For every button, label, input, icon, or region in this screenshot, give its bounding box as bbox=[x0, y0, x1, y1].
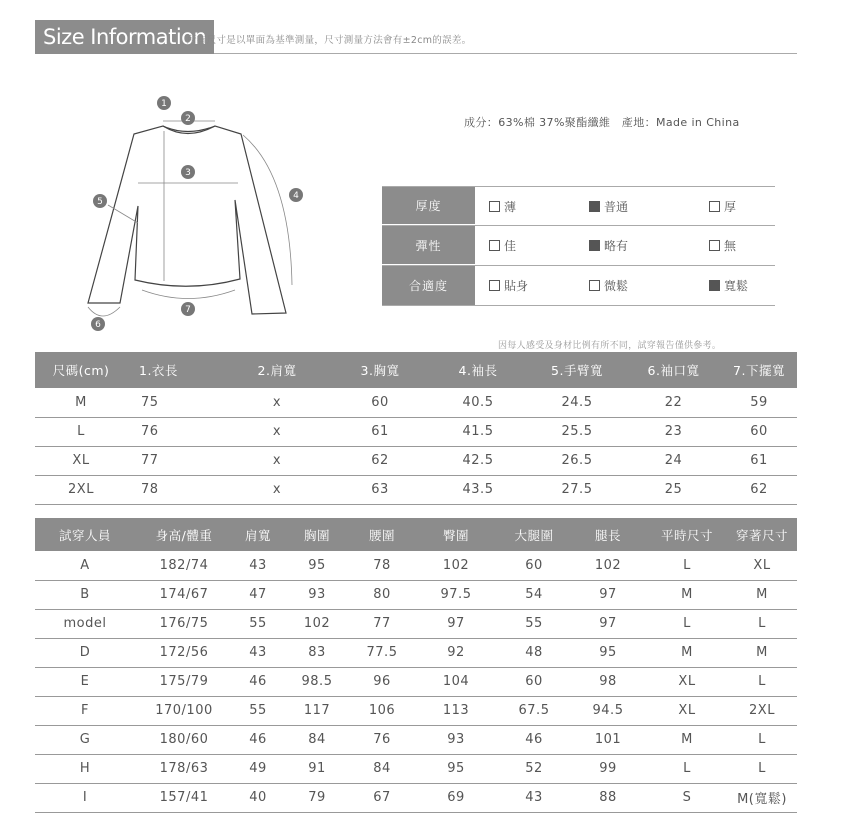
table-cell: 52 bbox=[499, 754, 569, 783]
checkbox-empty-icon bbox=[589, 280, 600, 291]
table-cell: 175/79 bbox=[135, 667, 233, 696]
try-col-header: 大腿圍 bbox=[499, 518, 569, 551]
table-cell: 67.5 bbox=[499, 696, 569, 725]
table-cell: 55 bbox=[233, 609, 283, 638]
table-cell: L bbox=[647, 609, 727, 638]
table-cell: XL bbox=[35, 446, 127, 475]
marker-5 bbox=[93, 194, 107, 208]
try-col-header: 肩寬 bbox=[233, 518, 283, 551]
marker-6 bbox=[91, 317, 105, 331]
table-cell: L bbox=[727, 667, 797, 696]
table-cell: x bbox=[222, 475, 332, 504]
attr-label: 合適度 bbox=[382, 266, 475, 305]
table-row bbox=[35, 725, 797, 754]
size-table bbox=[35, 352, 797, 505]
table-row bbox=[35, 783, 797, 812]
size-col-header: 7.下擺寬 bbox=[721, 352, 797, 388]
table-cell: 97 bbox=[413, 609, 499, 638]
table-cell: L bbox=[647, 754, 727, 783]
table-cell: 76 bbox=[127, 417, 222, 446]
table-cell: 60 bbox=[721, 417, 797, 446]
checkbox-filled-icon bbox=[589, 201, 600, 212]
table-cell: H bbox=[35, 754, 135, 783]
table-cell: 78 bbox=[127, 475, 222, 504]
table-cell: 178/63 bbox=[135, 754, 233, 783]
marker-3 bbox=[181, 165, 195, 179]
fit-disclaimer: 因每人感受及身材比例有所不同，試穿報告僅供參考。 bbox=[498, 341, 722, 351]
table-cell: 24 bbox=[626, 446, 721, 475]
svg-text:2: 2 bbox=[185, 114, 191, 124]
composition-origin: 成分：63%棉 37%聚酯纖維 產地：Made in China bbox=[464, 116, 740, 129]
table-cell: model bbox=[35, 609, 135, 638]
try-col-header: 平時尺寸 bbox=[647, 518, 727, 551]
try-col-header: 胸圍 bbox=[283, 518, 351, 551]
table-cell: 93 bbox=[413, 725, 499, 754]
table-cell: 62 bbox=[721, 475, 797, 504]
table-cell: L bbox=[35, 417, 127, 446]
table-cell: 60 bbox=[499, 667, 569, 696]
try-col-header: 腰圍 bbox=[351, 518, 413, 551]
table-cell: 42.5 bbox=[428, 446, 528, 475]
table-cell: 77 bbox=[351, 609, 413, 638]
table-cell: 102 bbox=[283, 609, 351, 638]
table-cell: 46 bbox=[233, 667, 283, 696]
checkbox-empty-icon bbox=[709, 240, 720, 251]
attr-row-fit bbox=[382, 266, 775, 306]
checkbox-empty-icon bbox=[489, 201, 500, 212]
table-cell: M bbox=[647, 725, 727, 754]
attr-option: 貼身 bbox=[489, 266, 589, 305]
table-cell: 54 bbox=[499, 580, 569, 609]
checkbox-empty-icon bbox=[489, 280, 500, 291]
size-col-header: 4.袖長 bbox=[428, 352, 528, 388]
table-cell: 40.5 bbox=[428, 388, 528, 417]
table-cell: 43 bbox=[233, 638, 283, 667]
svg-text:4: 4 bbox=[293, 191, 299, 201]
table-cell: L bbox=[647, 551, 727, 580]
checkbox-empty-icon bbox=[709, 201, 720, 212]
table-cell: 47 bbox=[233, 580, 283, 609]
table-row bbox=[35, 446, 797, 475]
attr-row-thickness bbox=[382, 186, 775, 226]
table-cell: 27.5 bbox=[528, 475, 626, 504]
table-cell: 22 bbox=[626, 388, 721, 417]
table-cell: 88 bbox=[569, 783, 647, 812]
table-cell: A bbox=[35, 551, 135, 580]
table-cell: XL bbox=[727, 551, 797, 580]
table-cell: 77 bbox=[127, 446, 222, 475]
table-cell: x bbox=[222, 446, 332, 475]
garment-diagram bbox=[80, 85, 330, 345]
table-row bbox=[35, 696, 797, 725]
table-cell: M bbox=[647, 638, 727, 667]
table-cell: 182/74 bbox=[135, 551, 233, 580]
table-row bbox=[35, 475, 797, 504]
table-cell: 26.5 bbox=[528, 446, 626, 475]
section-title: Size Information bbox=[35, 20, 214, 54]
table-cell: M bbox=[727, 638, 797, 667]
table-cell: L bbox=[727, 609, 797, 638]
table-cell: 77.5 bbox=[351, 638, 413, 667]
table-cell: 97 bbox=[569, 609, 647, 638]
table-cell: 180/60 bbox=[135, 725, 233, 754]
attr-row-elasticity bbox=[382, 226, 775, 266]
try-col-header: 試穿人員 bbox=[35, 518, 135, 551]
table-row bbox=[35, 754, 797, 783]
table-cell: 104 bbox=[413, 667, 499, 696]
svg-text:1: 1 bbox=[161, 99, 167, 109]
attr-label: 彈性 bbox=[382, 226, 475, 265]
table-cell: B bbox=[35, 580, 135, 609]
marker-4 bbox=[289, 188, 303, 202]
size-col-header: 2.肩寬 bbox=[222, 352, 332, 388]
svg-text:5: 5 bbox=[97, 197, 103, 207]
table-cell: 157/41 bbox=[135, 783, 233, 812]
table-cell: 113 bbox=[413, 696, 499, 725]
size-info-header bbox=[35, 20, 797, 54]
table-cell: 91 bbox=[283, 754, 351, 783]
table-cell: 172/56 bbox=[135, 638, 233, 667]
table-cell: 61 bbox=[721, 446, 797, 475]
table-cell: 55 bbox=[233, 696, 283, 725]
table-cell: 84 bbox=[283, 725, 351, 754]
table-cell: D bbox=[35, 638, 135, 667]
measurement-note: 所有尺寸是以單面為基準測量，尺寸測量方法會有±2cm的誤差。 bbox=[187, 35, 472, 46]
attr-option: 佳 bbox=[489, 226, 589, 265]
table-cell: 99 bbox=[569, 754, 647, 783]
checkbox-filled-icon bbox=[589, 240, 600, 251]
table-cell: 76 bbox=[351, 725, 413, 754]
size-col-header: 1.衣長 bbox=[127, 352, 222, 388]
table-cell: 176/75 bbox=[135, 609, 233, 638]
table-cell: 83 bbox=[283, 638, 351, 667]
try-table-header bbox=[35, 518, 797, 551]
attr-option: 厚 bbox=[709, 187, 736, 225]
table-cell: 174/67 bbox=[135, 580, 233, 609]
try-col-header: 臀圍 bbox=[413, 518, 499, 551]
table-row bbox=[35, 417, 797, 446]
size-col-header: 5.手臂寬 bbox=[528, 352, 626, 388]
table-cell: 95 bbox=[283, 551, 351, 580]
table-cell: E bbox=[35, 667, 135, 696]
table-cell: 25.5 bbox=[528, 417, 626, 446]
size-col-header: 6.袖口寬 bbox=[626, 352, 721, 388]
table-cell: F bbox=[35, 696, 135, 725]
table-cell: 63 bbox=[332, 475, 428, 504]
table-cell: L bbox=[727, 754, 797, 783]
table-cell: 2XL bbox=[35, 475, 127, 504]
table-cell: 61 bbox=[332, 417, 428, 446]
table-cell: 102 bbox=[569, 551, 647, 580]
table-row bbox=[35, 667, 797, 696]
table-cell: 95 bbox=[569, 638, 647, 667]
size-col-header: 尺碼(cm) bbox=[35, 352, 127, 388]
table-cell: 60 bbox=[332, 388, 428, 417]
table-cell: 69 bbox=[413, 783, 499, 812]
marker-1 bbox=[157, 96, 171, 110]
table-cell: 98.5 bbox=[283, 667, 351, 696]
marker-7 bbox=[181, 302, 195, 316]
table-row bbox=[35, 388, 797, 417]
table-cell: x bbox=[222, 417, 332, 446]
table-cell: x bbox=[222, 388, 332, 417]
table-cell: 2XL bbox=[727, 696, 797, 725]
table-cell: 106 bbox=[351, 696, 413, 725]
table-cell: 55 bbox=[499, 609, 569, 638]
checkbox-filled-icon bbox=[709, 280, 720, 291]
try-col-header: 穿著尺寸 bbox=[727, 518, 797, 551]
attr-label: 厚度 bbox=[382, 187, 475, 225]
table-cell: 101 bbox=[569, 725, 647, 754]
table-cell: 92 bbox=[413, 638, 499, 667]
table-cell: 67 bbox=[351, 783, 413, 812]
table-cell: M bbox=[35, 388, 127, 417]
attr-option: 寬鬆 bbox=[709, 266, 748, 305]
table-cell: 93 bbox=[283, 580, 351, 609]
table-cell: G bbox=[35, 725, 135, 754]
table-cell: 60 bbox=[499, 551, 569, 580]
svg-text:3: 3 bbox=[185, 168, 191, 178]
svg-text:6: 6 bbox=[95, 320, 101, 330]
table-cell: 43.5 bbox=[428, 475, 528, 504]
table-cell: 43 bbox=[499, 783, 569, 812]
size-table-header bbox=[35, 352, 797, 388]
table-cell: 41.5 bbox=[428, 417, 528, 446]
table-cell: 96 bbox=[351, 667, 413, 696]
table-cell: 75 bbox=[127, 388, 222, 417]
attr-option: 無 bbox=[709, 226, 736, 265]
table-cell: 98 bbox=[569, 667, 647, 696]
table-cell: S bbox=[647, 783, 727, 812]
table-cell: 95 bbox=[413, 754, 499, 783]
marker-2 bbox=[181, 111, 195, 125]
table-cell: 78 bbox=[351, 551, 413, 580]
table-row bbox=[35, 580, 797, 609]
attr-option: 普通 bbox=[589, 187, 709, 225]
table-cell: 46 bbox=[233, 725, 283, 754]
table-cell: 40 bbox=[233, 783, 283, 812]
table-cell: XL bbox=[647, 696, 727, 725]
table-cell: 80 bbox=[351, 580, 413, 609]
try-col-header: 身高/體重 bbox=[135, 518, 233, 551]
table-cell: 24.5 bbox=[528, 388, 626, 417]
table-cell: M bbox=[727, 580, 797, 609]
fabric-attributes bbox=[382, 186, 775, 306]
table-cell: M bbox=[647, 580, 727, 609]
attr-option: 略有 bbox=[589, 226, 709, 265]
table-cell: 48 bbox=[499, 638, 569, 667]
table-cell: 97 bbox=[569, 580, 647, 609]
table-cell: 94.5 bbox=[569, 696, 647, 725]
try-col-header: 腿長 bbox=[569, 518, 647, 551]
table-cell: 46 bbox=[499, 725, 569, 754]
table-row bbox=[35, 551, 797, 580]
size-col-header: 3.胸寬 bbox=[332, 352, 428, 388]
table-cell: 62 bbox=[332, 446, 428, 475]
table-cell: 97.5 bbox=[413, 580, 499, 609]
table-cell: 59 bbox=[721, 388, 797, 417]
table-cell: L bbox=[727, 725, 797, 754]
attr-option: 微鬆 bbox=[589, 266, 709, 305]
table-row bbox=[35, 609, 797, 638]
try-on-table bbox=[35, 518, 797, 813]
checkbox-empty-icon bbox=[489, 240, 500, 251]
table-cell: 102 bbox=[413, 551, 499, 580]
table-cell: 79 bbox=[283, 783, 351, 812]
table-cell: I bbox=[35, 783, 135, 812]
table-cell: XL bbox=[647, 667, 727, 696]
table-cell: 43 bbox=[233, 551, 283, 580]
table-row bbox=[35, 638, 797, 667]
attr-option: 薄 bbox=[489, 187, 589, 225]
table-cell: 170/100 bbox=[135, 696, 233, 725]
table-cell: M(寬鬆) bbox=[727, 783, 797, 812]
table-cell: 49 bbox=[233, 754, 283, 783]
svg-text:7: 7 bbox=[185, 305, 191, 315]
table-cell: 84 bbox=[351, 754, 413, 783]
table-cell: 117 bbox=[283, 696, 351, 725]
table-cell: 25 bbox=[626, 475, 721, 504]
table-cell: 23 bbox=[626, 417, 721, 446]
